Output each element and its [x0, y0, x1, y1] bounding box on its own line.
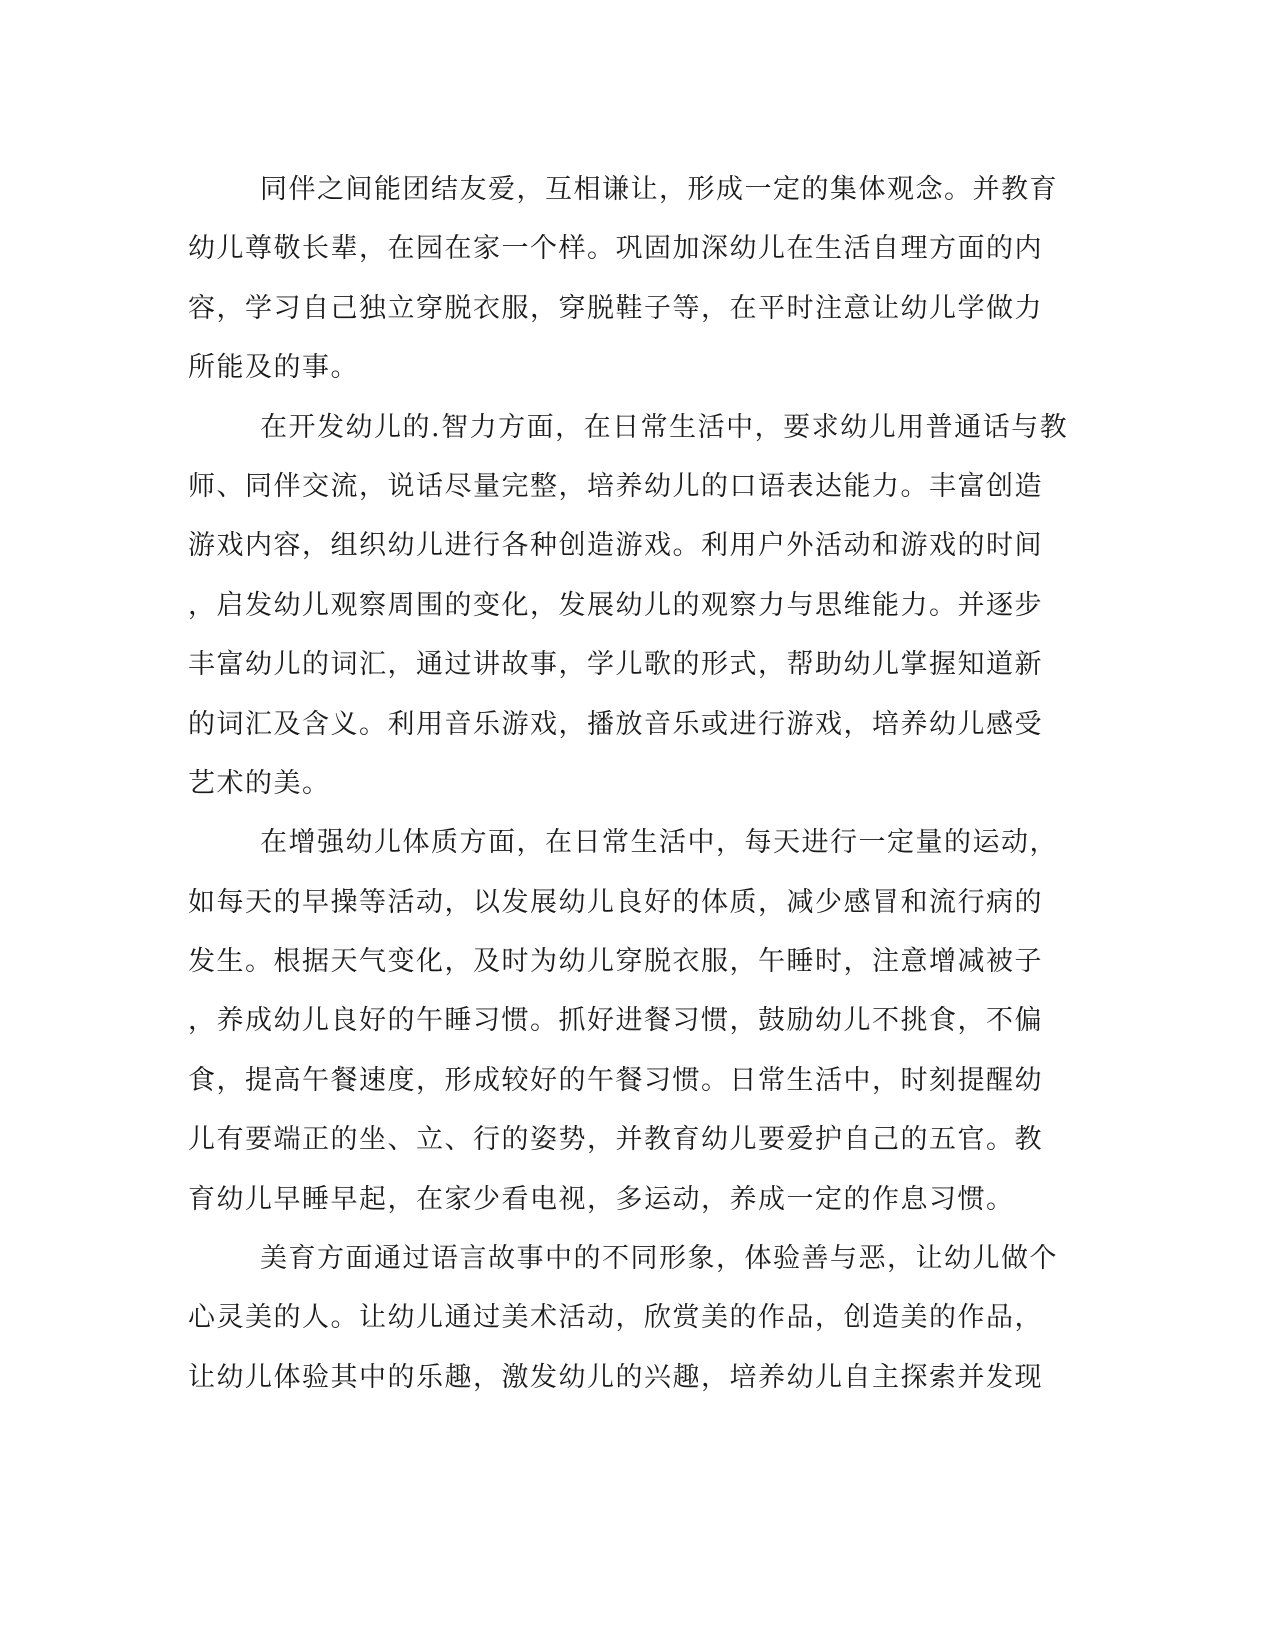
text-line: 游戏内容，组织幼儿进行各种创造游戏。利用户外活动和游戏的时间: [188, 530, 1043, 562]
paragraph: [188, 160, 1088, 398]
text-line: 心灵美的人。让幼儿通过美术活动，欣赏美的作品，创造美的作品，: [188, 1302, 1043, 1334]
text-line: 如每天的早操等活动，以发展幼儿良好的体质，减少感冒和流行病的: [188, 886, 1043, 918]
text-line: 的词汇及含义。利用音乐游戏，播放音乐或进行游戏，培养幼儿感受: [188, 708, 1043, 740]
paragraph: [188, 813, 1088, 1229]
text-line: 儿有要端正的坐、立、行的姿势，并教育幼儿要爱护自己的五官。教: [188, 1124, 1043, 1156]
text-line: 丰富幼儿的词汇，通过讲故事，学儿歌的形式，帮助幼儿掌握知道新: [188, 649, 1043, 681]
text-line: 美育方面通过语言故事中的不同形象，体验善与恶，让幼儿做个: [260, 1243, 1058, 1275]
text-line: 在开发幼儿的.智力方面，在日常生活中，要求幼儿用普通话与教: [260, 411, 1069, 443]
document-body: [188, 160, 1088, 1407]
text-line: 幼儿尊敬长辈，在园在家一个样。巩固加深幼儿在生活自理方面的内: [188, 233, 1043, 265]
text-line: 同伴之间能团结友爱，互相谦让，形成一定的集体观念。并教育: [260, 174, 1058, 205]
text-line: 容，学习自己独立穿脱衣服，穿脱鞋子等，在平时注意让幼儿学做力: [188, 292, 1043, 324]
paragraph: [188, 1229, 1088, 1407]
text-line: 让幼儿体验其中的乐趣，激发幼儿的兴趣，培养幼儿自主探索并发现: [188, 1361, 1043, 1393]
text-line: 师、同伴交流，说话尽量完整，培养幼儿的口语表达能力。丰富创造: [188, 470, 1043, 502]
text-line: 发生。根据天气变化，及时为幼儿穿脱衣服，午睡时，注意增减被子: [188, 946, 1043, 978]
text-line: 育幼儿早睡早起，在家少看电视，多运动，养成一定的作息习惯。: [188, 1183, 1015, 1215]
text-line: 在增强幼儿体质方面，在日常生活中，每天进行一定量的运动，: [260, 827, 1058, 859]
text-line: 艺术的美。: [188, 767, 331, 799]
text-line: ，启发幼儿观察周围的变化，发展幼儿的观察力与思维能力。并逐步: [188, 589, 1043, 621]
text-line: 所能及的事。: [188, 352, 359, 384]
text-line: ，养成幼儿良好的午睡习惯。抓好进餐习惯，鼓励幼儿不挑食，不偏: [188, 1005, 1043, 1037]
paragraph: [188, 398, 1088, 814]
text-line: 食，提高午餐速度，形成较好的午餐习惯。日常生活中，时刻提醒幼: [188, 1064, 1043, 1096]
